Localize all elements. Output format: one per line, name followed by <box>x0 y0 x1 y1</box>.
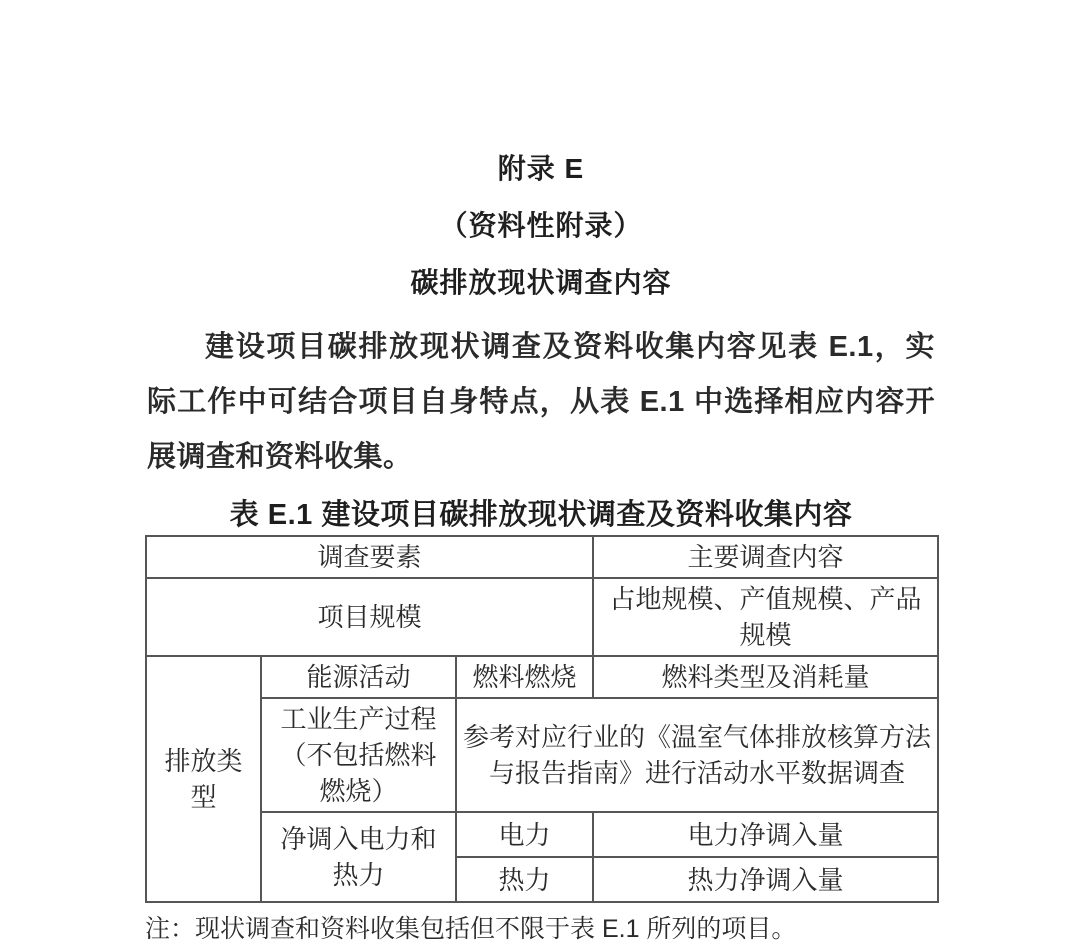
table-caption: 表 E.1 建设项目碳排放现状调查及资料收集内容 <box>229 499 853 531</box>
intro-paragraph: 建设项目碳排放现状调查及资料收集内容见表 E.1，实际工作中可结合项目自身特点，从表 E.1 中选择相应内容开展调查和资料收集。 <box>147 331 935 473</box>
cell-heat: 热力 <box>456 857 593 902</box>
cell-heat-content: 热力净调入量 <box>593 857 938 902</box>
appendix-title: 附录 E <box>497 153 585 184</box>
table-row-energy-activity <box>146 656 938 698</box>
document-content <box>145 0 937 946</box>
cell-net-import-label: 净调入电力和热力 <box>261 812 456 902</box>
cell-header-survey-elements: 调查要素 <box>146 536 593 578</box>
cell-header-main-content: 主要调查内容 <box>593 536 938 578</box>
heading-block <box>145 0 937 300</box>
cell-electricity: 电力 <box>456 812 593 857</box>
cell-energy-activity: 能源活动 <box>261 656 456 698</box>
cell-project-scale-content: 占地规模、产值规模、产品规模 <box>593 578 938 656</box>
cell-project-scale-label: 项目规模 <box>146 578 593 656</box>
table-row-header <box>146 536 938 578</box>
table-note: 注：现状调查和资料收集包括但不限于表 E.1 所列的项目。 <box>145 915 797 943</box>
survey-table <box>145 535 939 903</box>
cell-electricity-content: 电力净调入量 <box>593 812 938 857</box>
cell-industrial-process-content: 参考对应行业的《温室气体排放核算方法与报告指南》进行活动水平数据调查 <box>456 698 938 812</box>
cell-fuel-combustion-content: 燃料类型及消耗量 <box>593 656 938 698</box>
appendix-subtitle: （资料性附录） <box>439 210 643 241</box>
cell-emission-type-label: 排放类型 <box>146 656 261 902</box>
table-row-electricity <box>146 812 938 857</box>
cell-fuel-combustion: 燃料燃烧 <box>456 656 593 698</box>
table-row-project-scale <box>146 578 938 656</box>
section-title: 碳排放现状调查内容 <box>410 267 672 298</box>
cell-industrial-process: 工业生产过程（不包括燃料燃烧） <box>261 698 456 812</box>
table-row-industrial-process <box>146 698 938 812</box>
